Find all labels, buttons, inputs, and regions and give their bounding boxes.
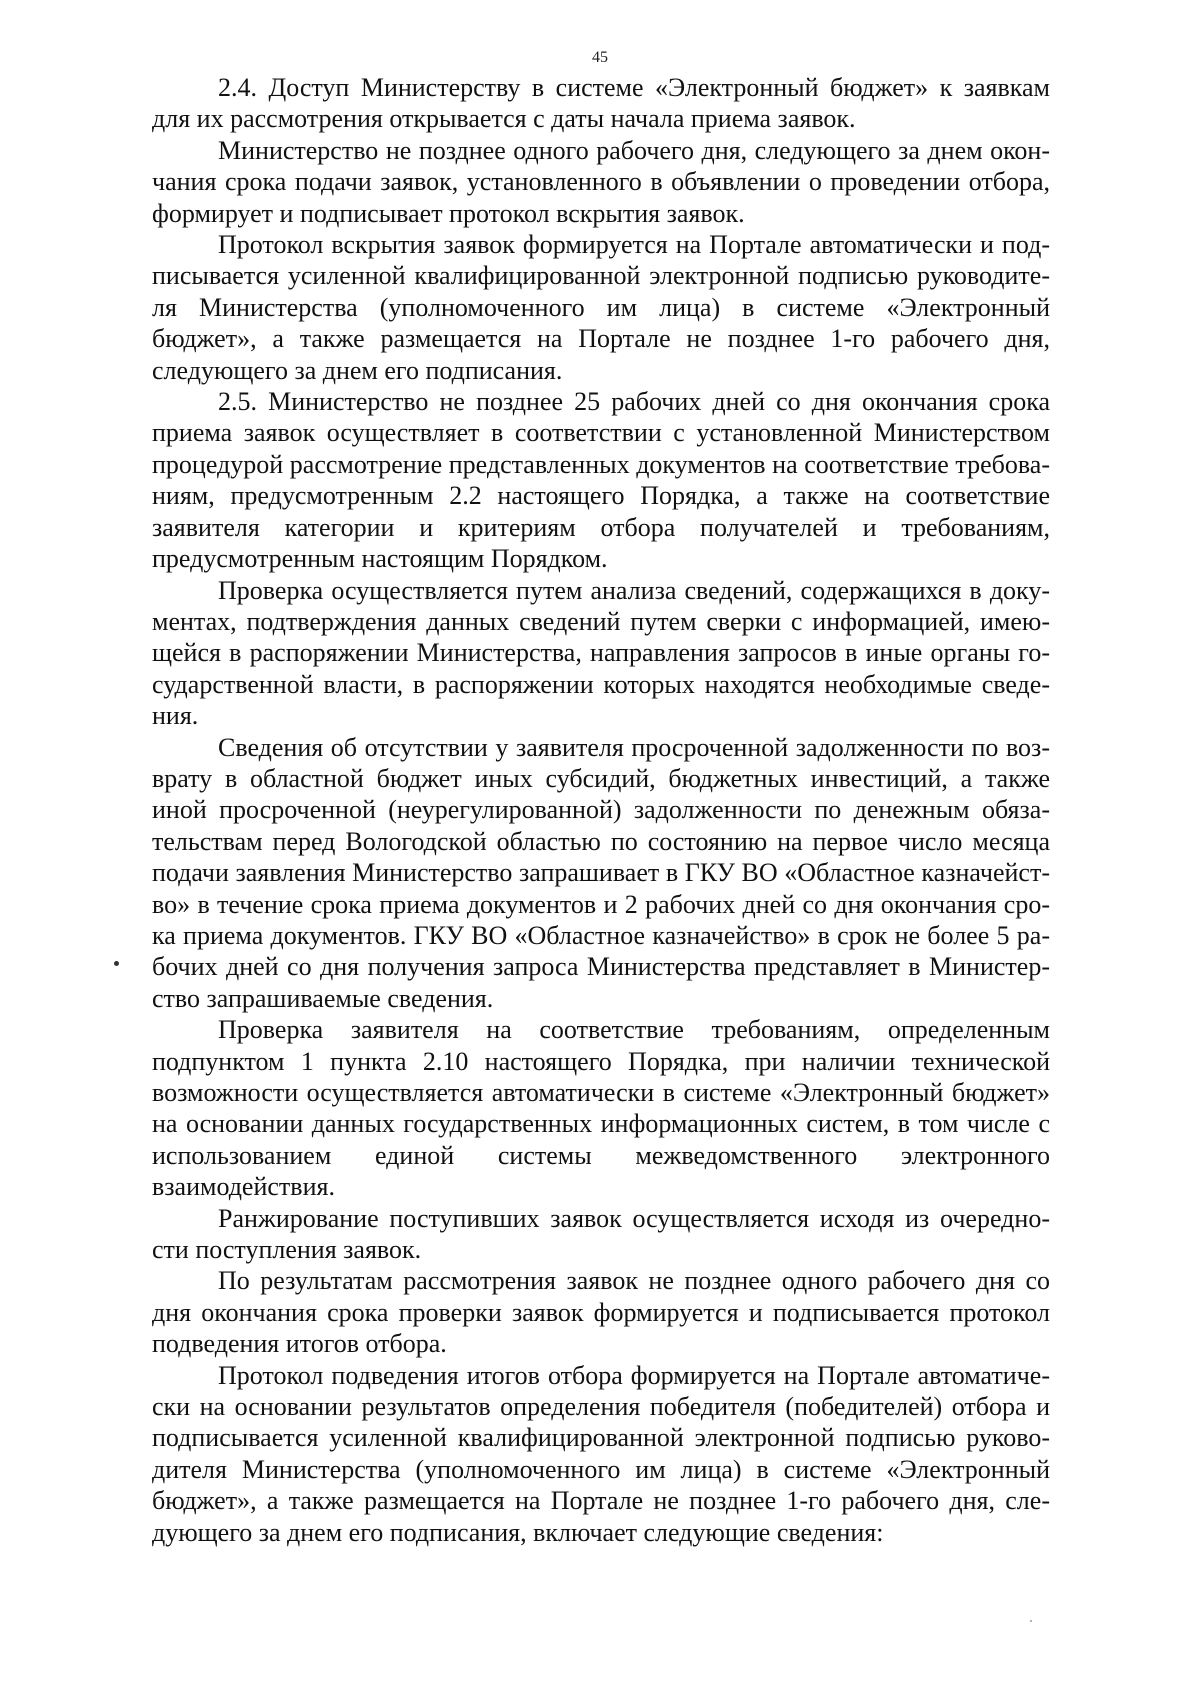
paragraph-ranking: Ранжирование поступивших заявок осуществляется исходя из очередности поступления заявок. [152,1203,1050,1265]
paragraph-opening-protocol-deadline: Министерство не позднее одного рабочего дня, следующего за днем окончания срока подачи заявок, установленного в объявлении о проведении отбора, формирует и подписывает протокол вскрытия заявок. [152,135,1050,228]
page-number: 45 [592,49,608,66]
paragraph-results-protocol: По результатам рассмотрения заявок не позднее одного рабочего дня со дня окончания срока проверки заявок формируется и подписывается протокол подведения итогов отбора. [152,1266,1050,1359]
scan-mark [114,961,119,966]
paragraph-2-5: 2.5. Министерство не позднее 25 рабочих дней со дня окончания срока приема заявок осуществляет в соответствии с установленной Министерством процедурой рассмотрение представленных документов на соответствие требованиям, предусмотренным 2.2 настоящего Порядка, а также на соответствие заявителя категории и критериям отбора получателей и требованиям, предусмотренным настоящим Порядком. [152,387,1050,574]
paragraph-automatic-check: Проверка заявителя на соответствие требованиям, определенным подпунктом 1 пункта 2.10 настоящего Порядка, при наличии технической возможности осуществляется автоматически в системе «Электронный бюджет» на основании данных государственных информационных систем, в том числе с использованием единой системы межведомственного электронного взаимодействия. [152,1015,1050,1202]
paragraph-verification: Проверка осуществляется путем анализа сведений, содержащихся в документах, подтверждения данных сведений путем сверки с информацией, имеющейся в распоряжении Министерства, направления запросов в иные органы государственной власти, в распоряжении которых находятся необходимые сведения. [152,575,1050,731]
paragraph-results-protocol-content: Протокол подведения итогов отбора формируется на Портале автоматически на основании результатов определения победителя (победителей) отбора и подписывается усиленной квалифицированной электронной подписью руководителя Министерства (уполномоченного им лица) в системе «Электронный бюджет», а также размещается на Портале не позднее 1-го рабочего дня, следующего за днем его подписания, включает следующие сведения: [152,1360,1050,1547]
paragraph-2-4: 2.4. Доступ Министерству в системе «Электронный бюджет» к заявкам для их рассмотрения открывается с даты начала приема заявок. [152,73,1050,134]
paragraph-opening-protocol-signing: Протокол вскрытия заявок формируется на Портале автоматически и подписывается усиленной квалифицированной электронной подписью руководителя Министерства (уполномоченного им лица) в системе «Электронный бюджет», а также размещается на Портале не позднее 1-го рабочего дня, следующего за днем его подписания. [152,230,1050,385]
scan-speck [1030,1620,1032,1622]
paragraph-debt-information: Сведения об отсутствии у заявителя просроченной задолженности по возврату в областной бюджет иных субсидий, бюджетных инвестиций, а также иной просроченной (неурегулированной) задолженности по денежным обязательствам перед Вологодской областью по состоянию на первое число месяца подачи заявления Министерство запрашивает в ГКУ ВО «Областное казначейство» в течение срока приема документов и 2 рабочих дней со дня окончания срока приема документов. ГКУ ВО «Областное казначейство» в срок не более 5 рабочих дней со дня получения запроса Министерства представляет в Министерство запрашиваемые сведения. [152,732,1050,1013]
body-text [152,72,1050,1548]
